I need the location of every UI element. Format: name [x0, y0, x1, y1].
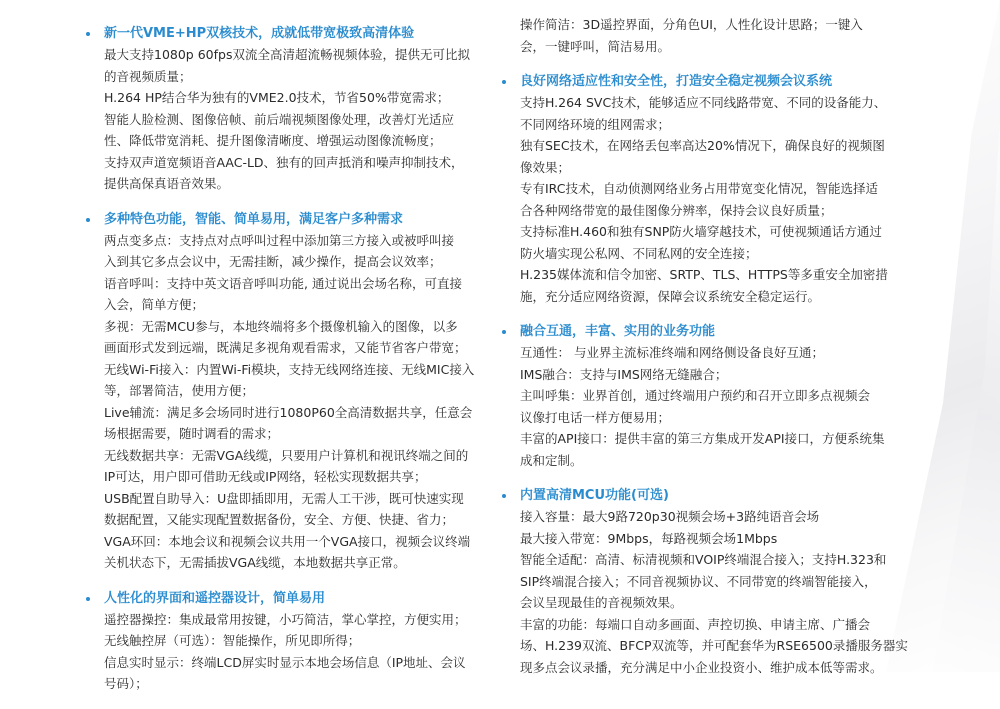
- body-line: 支持H.264 SVC技术，能够适应不同线路带宽、不同的设备能力、: [520, 95, 887, 110]
- body-line: 性、降低带宽消耗、提升图像清晰度、增强运动图像流畅度；: [104, 133, 442, 148]
- body-line: H.264 HP结合华为独有的VME2.0技术，节省50%带宽需求；: [104, 90, 450, 105]
- section-title-text: 多种特色功能，智能、简单易用，满足客户多种需求: [104, 211, 404, 227]
- body-line: 防火墙实现公私网、不同私网的安全连接；: [520, 245, 758, 261]
- body-line: IMS融合：支持与IMS网络无缝融合；: [520, 366, 728, 382]
- feature-section: [502, 321, 894, 471]
- body-line: 丰富的API接口：提供丰富的第三方集成开发API接口，方便系统集: [520, 431, 885, 446]
- section-title-text: 融合互通，丰富、实用的业务功能: [520, 324, 716, 339]
- bullet-dot-icon: [86, 218, 90, 222]
- body-line: 无线触控屏（可选）：智能操作，所见即所得；: [104, 633, 361, 648]
- section-title: [502, 485, 894, 506]
- body-line: 语音呼叫：支持中英文语音呼叫功能, 通过说出会场名称，可直接: [104, 275, 462, 291]
- section-title-text: 新一代VME+HP双核技术，成就低带宽极致高清体验: [104, 26, 415, 41]
- right-column: [502, 0, 908, 692]
- body-line: 支持双声道宽频语音AAC-LD、独有的回声抵消和噪声抑制技术，: [104, 154, 464, 170]
- body-line: 会，一键呼叫，简洁易用。: [520, 38, 671, 54]
- body-line: 现多点会议录播，充分满足中小企业投资小、维护成本低等需求。: [520, 659, 883, 675]
- section-title: [86, 588, 478, 609]
- feature-section: [86, 209, 478, 574]
- body-line: 的音视频质量；: [104, 68, 192, 84]
- body-line: 丰富的功能：每端口自动多画面、声控切换、申请主席、广播会: [520, 616, 871, 632]
- body-line: SIP终端混合接入；不同音视频协议、不同带宽的终端智能接入，: [520, 573, 877, 589]
- bullet-dot-icon: [86, 597, 90, 601]
- feature-section: [502, 71, 894, 307]
- body-line: 像效果；: [520, 159, 571, 175]
- section-title-text: 人性化的界面和遥控器设计，简单易用: [104, 590, 326, 606]
- feature-section: [502, 485, 908, 678]
- body-line: 最大接入带宽：9Mbps，每路视频会场1Mbps: [520, 530, 778, 546]
- body-line: 两点变多点：支持点对点呼叫过程中添加第三方接入或被呼叫接: [104, 232, 455, 248]
- feature-section: [86, 23, 478, 195]
- body-line: 会议呈现最佳的音视频效果。: [520, 595, 683, 610]
- body-line: H.235媒体流和信令加密、SRTP、TLS、HTTPS等多重安全加密措: [520, 267, 888, 282]
- body-line: 合各种网络带宽的最佳图像分辨率，保持会议良好质量；: [520, 202, 833, 218]
- body-line: 关机状态下，无需插拔VGA线缆，本地数据共享正常。: [104, 555, 406, 570]
- body-line: 场、H.239双流、BFCP双流等，并可配套华为RSE6500录播服务器实: [520, 638, 908, 653]
- body-line: 支持标准H.460和独有SNP防火墙穿越技术，可使视频通话方通过: [520, 224, 882, 239]
- body-line: 入会，简单方便；: [104, 297, 205, 312]
- body-line: 无线数据共享：无需VGA线缆，只要用户计算机和视讯终端之间的: [104, 447, 469, 463]
- bullet-dot-icon: [502, 494, 506, 498]
- body-line: USB配置自助导入：U盘即插即用，无需人工干涉，既可快速实现: [104, 490, 464, 506]
- body-line: 最大支持1080p 60fps双流全高清超流畅视频体验，提供无可比拟: [104, 47, 470, 62]
- body-line: 不同网络环境的组网需求；: [520, 116, 671, 132]
- feature-section: [86, 588, 478, 695]
- body-line: 遥控器操控：集成最常用按键，小巧简洁，掌心掌控，方便实用；: [104, 611, 467, 627]
- bullet-dot-icon: [502, 330, 506, 334]
- body-line: 多视：无需MCU参与，本地终端将多个摄像机输入的图像，以多: [104, 318, 458, 334]
- body-line: 信息实时显示：终端LCD屏实时显示本地会场信息（IP地址、会议: [104, 654, 466, 670]
- body-line: 操作简洁：3D遥控界面，分角色UI，人性化设计思路；一键入: [520, 17, 863, 32]
- body-line: 数据配置，又能实现配置数据备份，安全、方便、快捷、省力；: [104, 512, 455, 527]
- continuation-block: [502, 14, 894, 57]
- section-title: [502, 71, 894, 92]
- body-line: 智能全适配：高清、标清视频和VOIP终端混合接入；支持H.323和: [520, 552, 887, 567]
- body-line: 提供高保真语音效果。: [104, 176, 230, 191]
- body-line: 智能人脸检测、图像倍帧、前后端视频图像处理，改善灯光适应: [104, 111, 455, 127]
- section-title-text: 内置高清MCU功能(可选): [520, 488, 669, 503]
- bullet-dot-icon: [502, 80, 506, 84]
- section-title-text: 良好网络适应性和安全性，打造安全稳定视频会议系统: [520, 74, 833, 89]
- body-line: 互通性： 与业界主流标准终端和网络侧设备良好互通；: [520, 345, 824, 360]
- body-line: 无线Wi-Fi接入：内置Wi-Fi模块，支持无线网络连接、无线MIC接入: [104, 361, 475, 377]
- body-line: 议像打电话一样方便易用；: [520, 409, 671, 425]
- body-line: 主叫呼集：业界首创，通过终端用户预约和召开立即多点视频会: [520, 388, 871, 403]
- section-title: [86, 209, 478, 230]
- bullet-dot-icon: [86, 32, 90, 36]
- section-title: [502, 321, 894, 342]
- section-title: [86, 23, 478, 44]
- body-line: 号码）；: [104, 676, 148, 691]
- body-line: 接入容量：最大9路720p30视频会场+3路纯语音会场: [520, 509, 820, 524]
- body-line: IP可达，用户即可借助无线或IP网络，轻松实现数据共享；: [104, 469, 427, 484]
- body-line: 独有SEC技术，在网络丢包率高达20%情况下，确保良好的视频图: [520, 138, 885, 153]
- body-line: VGA环回：本地会议和视频会议共用一个VGA接口，视频会议终端: [104, 533, 471, 549]
- left-column: [86, 0, 478, 709]
- body-line: 画面形式发到远端，既满足多视角观看需求，又能节省客户带宽；: [104, 340, 467, 355]
- body-line: 场根据需要，随时调看的需求；: [104, 426, 280, 441]
- body-line: 施，充分适应网络资源，保障会议系统安全稳定运行。: [520, 288, 821, 304]
- body-line: Live辅流：满足多会场同时进行1080P60全高清数据共享，任意会: [104, 404, 473, 420]
- body-line: 等，部署简洁，使用方便；: [104, 383, 255, 398]
- body-line: 成和定制。: [520, 452, 583, 468]
- body-line: 专有IRC技术，自动侦测网络业务占用带宽变化情况，智能选择适: [520, 181, 878, 196]
- body-line: 入到其它多点会议中，无需挂断，减少操作，提高会议效率；: [104, 254, 442, 269]
